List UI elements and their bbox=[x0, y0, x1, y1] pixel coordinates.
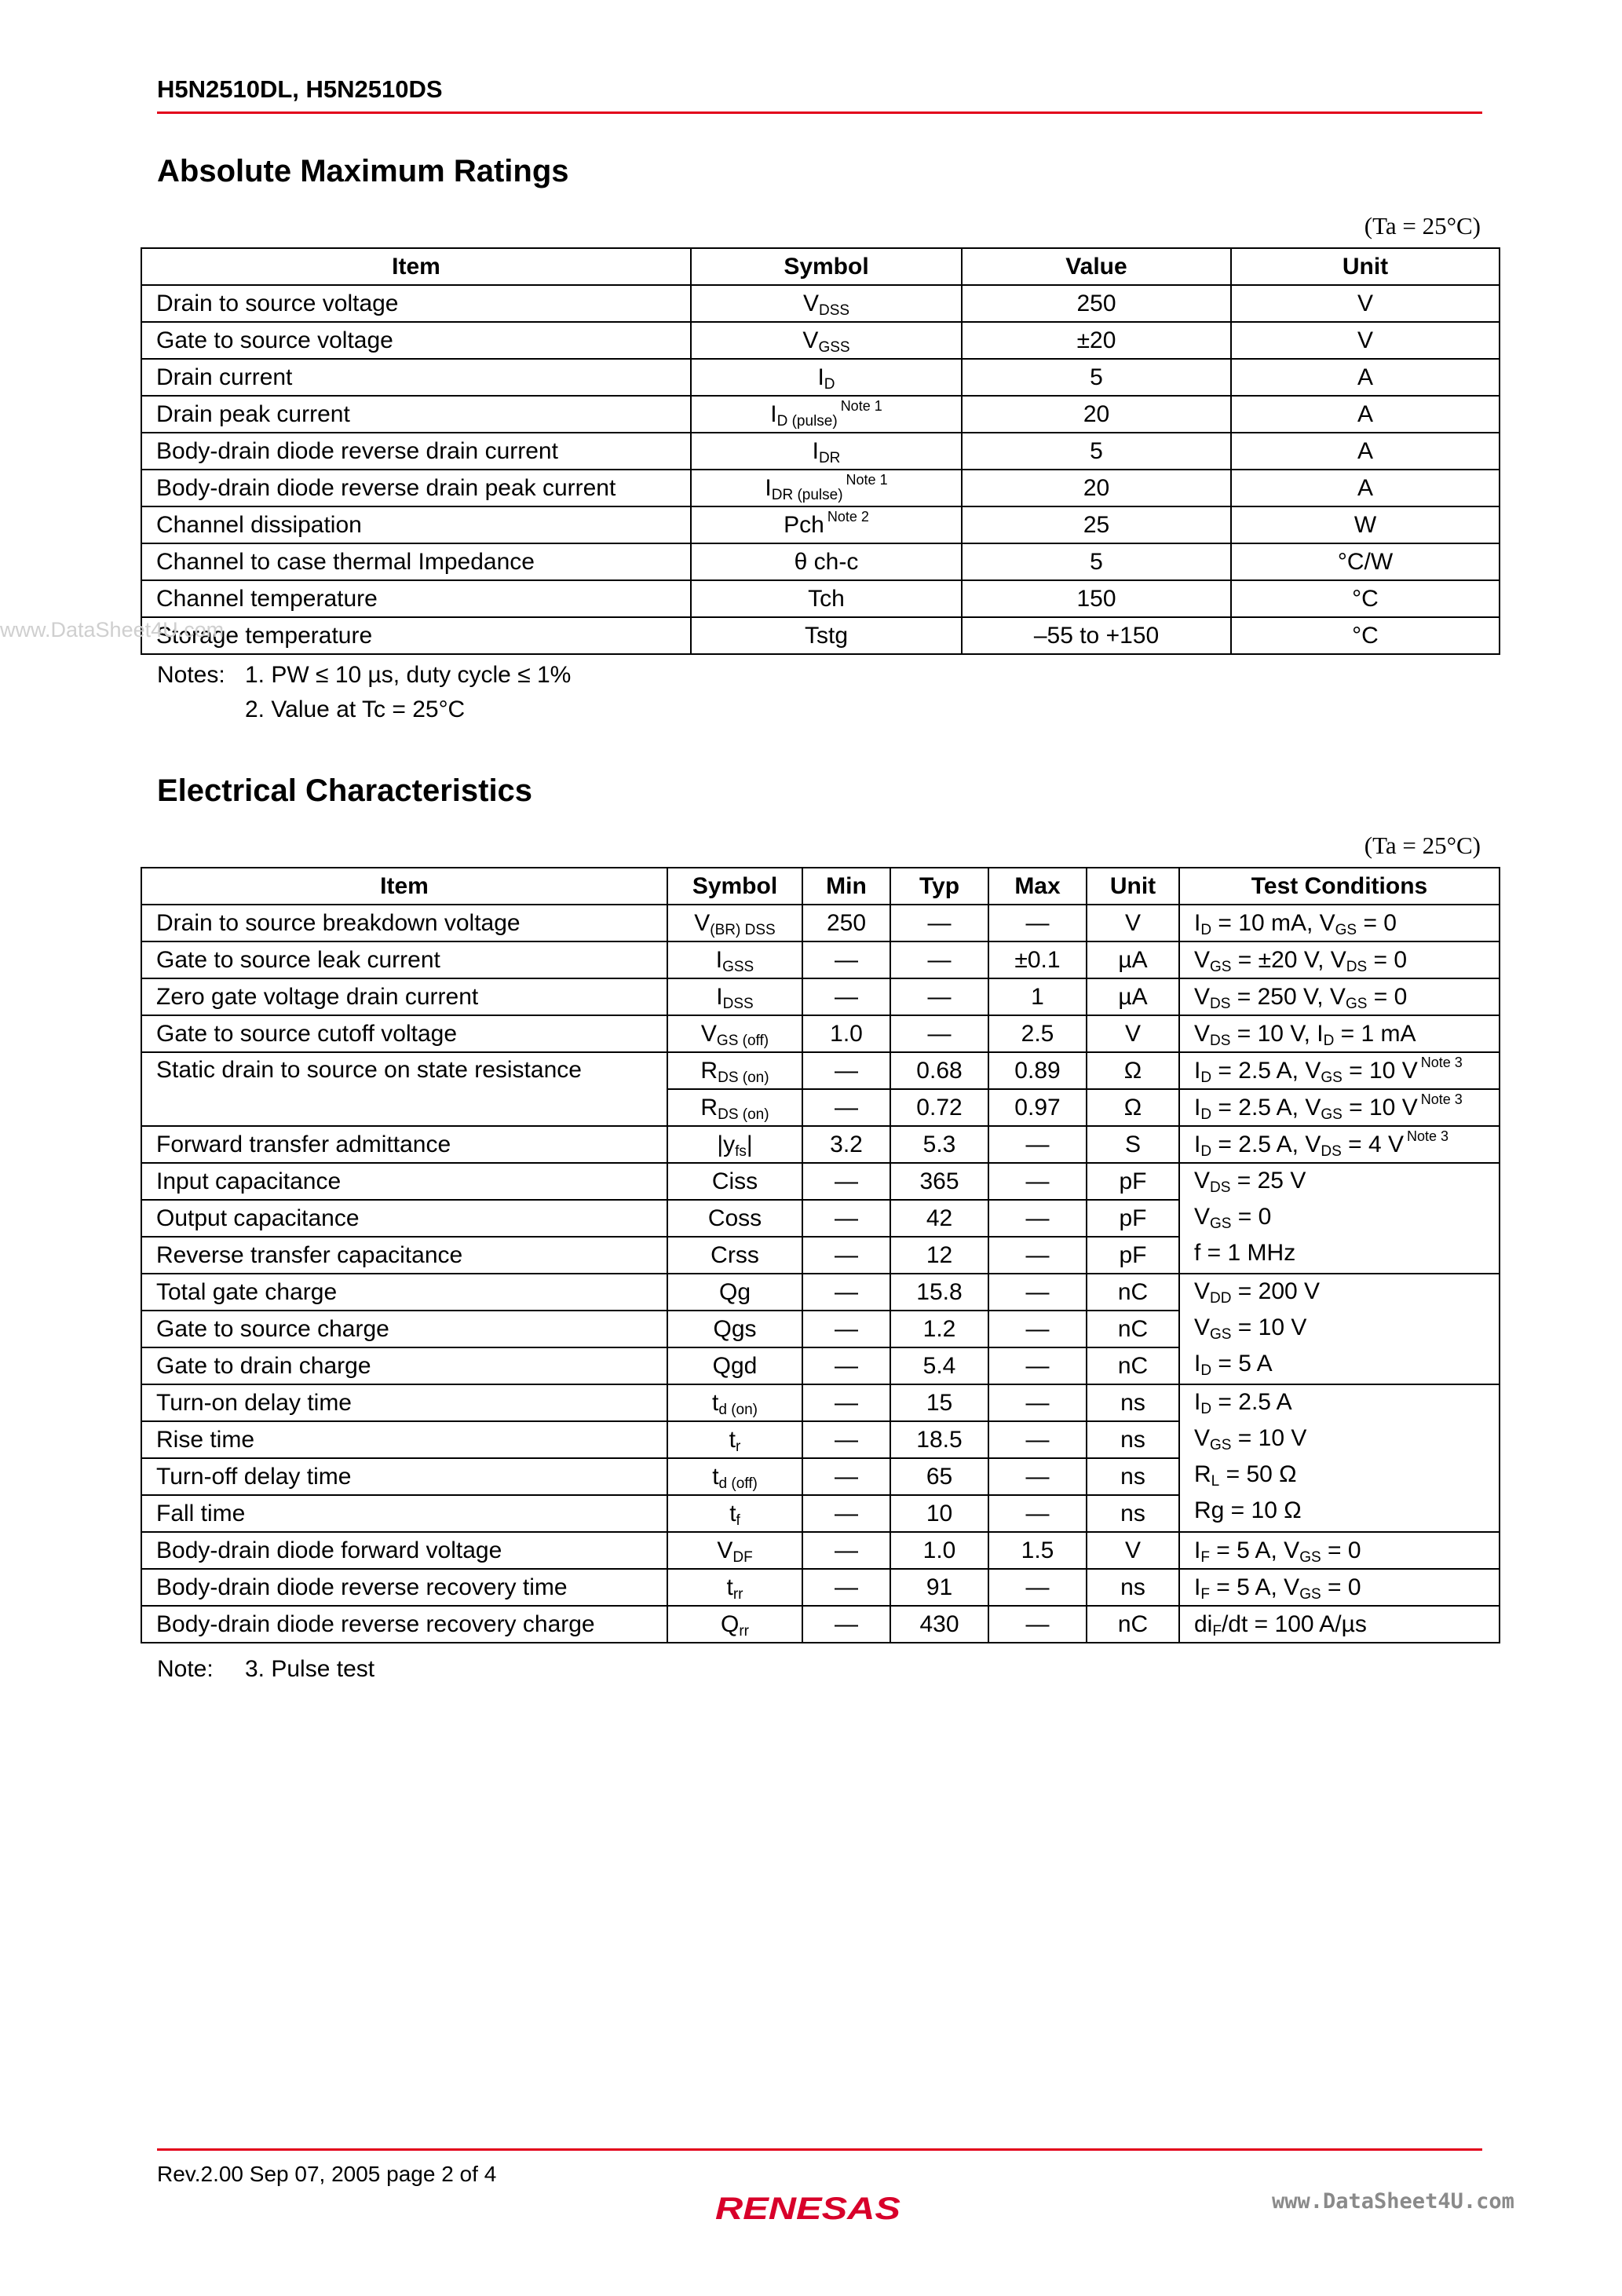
condition-cell-group: $V_{DD} = 200$ V $V_{GS} = 10$ V $I_D = 5$ A bbox=[1179, 1274, 1500, 1384]
col-header: Typ bbox=[890, 868, 988, 905]
symbol-cell: $I_{DR}$ bbox=[691, 433, 962, 470]
value-cell: 25 bbox=[962, 506, 1231, 543]
max-cell: 1 bbox=[988, 978, 1087, 1015]
table-row bbox=[141, 941, 1500, 978]
symbol-cell: $R_{DS (on)}$ bbox=[667, 1089, 802, 1126]
min-cell: — bbox=[802, 1200, 890, 1237]
renesas-logo bbox=[715, 2189, 904, 2227]
typ-cell: — bbox=[890, 978, 988, 1015]
max-cell: — bbox=[988, 1311, 1087, 1347]
table-row bbox=[141, 543, 1500, 580]
max-cell: — bbox=[988, 1126, 1087, 1163]
unit-cell: nC bbox=[1087, 1606, 1179, 1643]
unit-cell: V bbox=[1087, 905, 1179, 941]
amr-table bbox=[141, 247, 1500, 655]
min-cell: — bbox=[802, 1163, 890, 1200]
item-cell: Gate to source cutoff voltage bbox=[141, 1015, 667, 1052]
min-cell: — bbox=[802, 1089, 890, 1126]
table-row bbox=[141, 1274, 1500, 1311]
max-cell: — bbox=[988, 1421, 1087, 1458]
item-cell: Static drain to source on state resistance bbox=[141, 1052, 667, 1126]
table-row bbox=[141, 1052, 1500, 1089]
item-cell: Gate to source leak current bbox=[141, 941, 667, 978]
max-cell: ±0.1 bbox=[988, 941, 1087, 978]
ec-ambient-condition: (Ta = 25°C) bbox=[1364, 832, 1481, 859]
unit-cell: ns bbox=[1087, 1569, 1179, 1606]
table-row bbox=[141, 359, 1500, 396]
symbol-cell: Coss bbox=[667, 1200, 802, 1237]
condition-cell-group: $I_D = 2.5$ A $V_{GS} = 10$ V $R_L = 50$ Ω Rg = 10 Ω bbox=[1179, 1384, 1500, 1532]
min-cell: — bbox=[802, 1052, 890, 1089]
unit-cell: ns bbox=[1087, 1384, 1179, 1421]
condition-cell: $I_D = 2.5$ A, $V_{DS} = 4$ V $^{Note 3}$ bbox=[1179, 1126, 1500, 1163]
item-cell: Zero gate voltage drain current bbox=[141, 978, 667, 1015]
symbol-cell: $I_{DSS}$ bbox=[667, 978, 802, 1015]
item-cell: Gate to source voltage bbox=[141, 322, 691, 359]
unit-cell: µA bbox=[1087, 978, 1179, 1015]
item-cell: Turn-off delay time bbox=[141, 1458, 667, 1495]
max-cell: — bbox=[988, 1200, 1087, 1237]
symbol-cell: $t_{rr}$ bbox=[667, 1569, 802, 1606]
table-row bbox=[141, 1569, 1500, 1606]
min-cell: — bbox=[802, 1495, 890, 1532]
item-cell: Input capacitance bbox=[141, 1163, 667, 1200]
condition-cell-group: $V_{DS} = 25$ V $V_{GS} = 0$ f = 1 MHz bbox=[1179, 1163, 1500, 1274]
value-cell: 20 bbox=[962, 470, 1231, 506]
symbol-cell: $|y_{fs}|$ bbox=[667, 1126, 802, 1163]
symbol-cell: θ ch-c bbox=[691, 543, 962, 580]
logo-text: RENESAS bbox=[715, 2192, 901, 2226]
typ-cell: 15.8 bbox=[890, 1274, 988, 1311]
condition-cell: $V_{DS} = 10$ V, $I_D = 1$ mA bbox=[1179, 1015, 1500, 1052]
ec-table bbox=[141, 867, 1500, 1643]
typ-cell: — bbox=[890, 1015, 988, 1052]
col-header: Test Conditions bbox=[1179, 868, 1500, 905]
table-row bbox=[141, 1606, 1500, 1643]
unit-cell: ns bbox=[1087, 1421, 1179, 1458]
unit-cell: ns bbox=[1087, 1458, 1179, 1495]
max-cell: — bbox=[988, 1163, 1087, 1200]
symbol-cell: $t_{d (on)}$ bbox=[667, 1384, 802, 1421]
symbol-cell: $V_{GSS}$ bbox=[691, 322, 962, 359]
unit-cell: V bbox=[1087, 1532, 1179, 1569]
unit-cell: V bbox=[1087, 1015, 1179, 1052]
unit-cell: °C bbox=[1231, 617, 1500, 654]
min-cell: — bbox=[802, 1347, 890, 1384]
condition-cell: $I_D = 2.5$ A, $V_{GS} = 10$ V $^{Note 3}$ bbox=[1179, 1052, 1500, 1089]
symbol-cell: Pch $^{Note 2}$ bbox=[691, 506, 962, 543]
table-row bbox=[141, 433, 1500, 470]
typ-cell: 5.4 bbox=[890, 1347, 988, 1384]
value-cell: 5 bbox=[962, 543, 1231, 580]
min-cell: — bbox=[802, 1311, 890, 1347]
min-cell: — bbox=[802, 1569, 890, 1606]
unit-cell: V bbox=[1231, 322, 1500, 359]
unit-cell: S bbox=[1087, 1126, 1179, 1163]
typ-cell: — bbox=[890, 905, 988, 941]
col-header: Item bbox=[141, 248, 691, 285]
item-cell: Body-drain diode forward voltage bbox=[141, 1532, 667, 1569]
table-row bbox=[141, 506, 1500, 543]
note-label: Note: bbox=[157, 1656, 214, 1682]
item-cell: Forward transfer admittance bbox=[141, 1126, 667, 1163]
min-cell: — bbox=[802, 1606, 890, 1643]
typ-cell: 42 bbox=[890, 1200, 988, 1237]
symbol-cell: Qg bbox=[667, 1274, 802, 1311]
value-cell: ±20 bbox=[962, 322, 1231, 359]
max-cell: — bbox=[988, 905, 1087, 941]
unit-cell: °C/W bbox=[1231, 543, 1500, 580]
note-1: 1. PW ≤ 10 µs, duty cycle ≤ 1% bbox=[245, 662, 572, 688]
symbol-cell: $I_{GSS}$ bbox=[667, 941, 802, 978]
typ-cell: 0.68 bbox=[890, 1052, 988, 1089]
amr-ambient-condition: (Ta = 25°C) bbox=[1364, 212, 1481, 239]
symbol-cell: $V_{GS (off)}$ bbox=[667, 1015, 802, 1052]
unit-cell: pF bbox=[1087, 1237, 1179, 1274]
col-header: Min bbox=[802, 868, 890, 905]
value-cell: 5 bbox=[962, 433, 1231, 470]
condition-cell: $I_D = 2.5$ A, $V_{GS} = 10$ V $^{Note 3}$ bbox=[1179, 1089, 1500, 1126]
typ-cell: — bbox=[890, 941, 988, 978]
symbol-cell: $t_f$ bbox=[667, 1495, 802, 1532]
max-cell: — bbox=[988, 1569, 1087, 1606]
min-cell: — bbox=[802, 1532, 890, 1569]
min-cell: 250 bbox=[802, 905, 890, 941]
min-cell: — bbox=[802, 1458, 890, 1495]
col-header: Unit bbox=[1087, 868, 1179, 905]
col-header: Max bbox=[988, 868, 1087, 905]
unit-cell: V bbox=[1231, 285, 1500, 322]
max-cell: 2.5 bbox=[988, 1015, 1087, 1052]
item-cell: Channel temperature bbox=[141, 580, 691, 617]
ec-notes bbox=[157, 1652, 374, 1687]
typ-cell: 430 bbox=[890, 1606, 988, 1643]
section-title-ec: Electrical Characteristics bbox=[157, 773, 533, 808]
notes-label: Notes: bbox=[157, 662, 225, 688]
typ-cell: 65 bbox=[890, 1458, 988, 1495]
item-cell: Total gate charge bbox=[141, 1274, 667, 1311]
symbol-cell: Crss bbox=[667, 1237, 802, 1274]
table-row bbox=[141, 905, 1500, 941]
unit-cell: A bbox=[1231, 470, 1500, 506]
typ-cell: 1.2 bbox=[890, 1311, 988, 1347]
symbol-cell: Qgd bbox=[667, 1347, 802, 1384]
unit-cell: W bbox=[1231, 506, 1500, 543]
table-row bbox=[141, 1163, 1500, 1200]
condition-cell: $I_D = 10$ mA, $V_{GS} = 0$ bbox=[1179, 905, 1500, 941]
value-cell: –55 to +150 bbox=[962, 617, 1231, 654]
min-cell: 3.2 bbox=[802, 1126, 890, 1163]
unit-cell: µA bbox=[1087, 941, 1179, 978]
table-row bbox=[141, 580, 1500, 617]
value-cell: 5 bbox=[962, 359, 1231, 396]
typ-cell: 365 bbox=[890, 1163, 988, 1200]
typ-cell: 91 bbox=[890, 1569, 988, 1606]
col-header: Unit bbox=[1231, 248, 1500, 285]
amr-notes bbox=[157, 658, 571, 727]
item-cell: Body-drain diode reverse drain peak current bbox=[141, 470, 691, 506]
min-cell: 1.0 bbox=[802, 1015, 890, 1052]
item-cell: Body-drain diode reverse recovery charge bbox=[141, 1606, 667, 1643]
table-row bbox=[141, 285, 1500, 322]
table-row bbox=[141, 978, 1500, 1015]
amr-header-row bbox=[141, 248, 1500, 285]
value-cell: 20 bbox=[962, 396, 1231, 433]
item-cell: Channel to case thermal Impedance bbox=[141, 543, 691, 580]
symbol-cell: $V_{(BR) DSS}$ bbox=[667, 905, 802, 941]
typ-cell: 12 bbox=[890, 1237, 988, 1274]
unit-cell: nC bbox=[1087, 1311, 1179, 1347]
footer-revision: Rev.2.00 Sep 07, 2005 page 2 of 4 bbox=[157, 2162, 497, 2186]
unit-cell: nC bbox=[1087, 1274, 1179, 1311]
max-cell: 1.5 bbox=[988, 1532, 1087, 1569]
symbol-cell: $Q_{rr}$ bbox=[667, 1606, 802, 1643]
unit-cell: Ω bbox=[1087, 1052, 1179, 1089]
footer-rule bbox=[157, 2148, 1482, 2151]
value-cell: 150 bbox=[962, 580, 1231, 617]
col-header: Symbol bbox=[667, 868, 802, 905]
table-row bbox=[141, 1015, 1500, 1052]
unit-cell: A bbox=[1231, 396, 1500, 433]
typ-cell: 10 bbox=[890, 1495, 988, 1532]
footer-watermark: www.DataSheet4U.com bbox=[1272, 2189, 1514, 2214]
symbol-cell: $V_{DF}$ bbox=[667, 1532, 802, 1569]
unit-cell: ns bbox=[1087, 1495, 1179, 1532]
col-header: Value bbox=[962, 248, 1231, 285]
item-cell: Drain current bbox=[141, 359, 691, 396]
symbol-cell: $V_{DSS}$ bbox=[691, 285, 962, 322]
table-row bbox=[141, 396, 1500, 433]
typ-cell: 1.0 bbox=[890, 1532, 988, 1569]
min-cell: — bbox=[802, 1237, 890, 1274]
max-cell: 0.89 bbox=[988, 1052, 1087, 1089]
typ-cell: 0.72 bbox=[890, 1089, 988, 1126]
condition-cell: $di_F/dt = 100$ A/µs bbox=[1179, 1606, 1500, 1643]
typ-cell: 15 bbox=[890, 1384, 988, 1421]
condition-cell: $I_F = 5$ A, $V_{GS} = 0$ bbox=[1179, 1569, 1500, 1606]
symbol-cell: $I_D$ bbox=[691, 359, 962, 396]
item-cell: Drain peak current bbox=[141, 396, 691, 433]
symbol-cell: Ciss bbox=[667, 1163, 802, 1200]
unit-cell: pF bbox=[1087, 1163, 1179, 1200]
condition-cell: $V_{DS} = 250$ V, $V_{GS} = 0$ bbox=[1179, 978, 1500, 1015]
item-cell: Fall time bbox=[141, 1495, 667, 1532]
min-cell: — bbox=[802, 941, 890, 978]
condition-cell: $I_F = 5$ A, $V_{GS} = 0$ bbox=[1179, 1532, 1500, 1569]
unit-cell: A bbox=[1231, 359, 1500, 396]
ec-header-row bbox=[141, 868, 1500, 905]
item-cell: Rise time bbox=[141, 1421, 667, 1458]
table-row bbox=[141, 1126, 1500, 1163]
symbol-cell: $I_{DR (pulse)}^{Note 1}$ bbox=[691, 470, 962, 506]
max-cell: — bbox=[988, 1237, 1087, 1274]
item-cell: Reverse transfer capacitance bbox=[141, 1237, 667, 1274]
item-cell: Drain to source breakdown voltage bbox=[141, 905, 667, 941]
item-cell: Body-drain diode reverse drain current bbox=[141, 433, 691, 470]
typ-cell: 18.5 bbox=[890, 1421, 988, 1458]
col-header: Item bbox=[141, 868, 667, 905]
side-watermark: www.DataSheet4U.com bbox=[0, 618, 225, 642]
unit-cell: Ω bbox=[1087, 1089, 1179, 1126]
section-title-amr: Absolute Maximum Ratings bbox=[157, 154, 569, 188]
max-cell: — bbox=[988, 1384, 1087, 1421]
unit-cell: pF bbox=[1087, 1200, 1179, 1237]
max-cell: — bbox=[988, 1495, 1087, 1532]
symbol-cell: Qgs bbox=[667, 1311, 802, 1347]
condition-cell: $V_{GS} = \pm 20$ V, $V_{DS} = 0$ bbox=[1179, 941, 1500, 978]
symbol-cell: $t_r$ bbox=[667, 1421, 802, 1458]
table-row bbox=[141, 617, 1500, 654]
symbol-cell: Tch bbox=[691, 580, 962, 617]
symbol-cell: $t_{d (off)}$ bbox=[667, 1458, 802, 1495]
note-3: 3. Pulse test bbox=[245, 1656, 375, 1682]
min-cell: — bbox=[802, 1421, 890, 1458]
table-row bbox=[141, 470, 1500, 506]
symbol-cell: $R_{DS (on)}$ bbox=[667, 1052, 802, 1089]
note-2: 2. Value at Tc = 25°C bbox=[245, 696, 466, 722]
unit-cell: A bbox=[1231, 433, 1500, 470]
max-cell: — bbox=[988, 1347, 1087, 1384]
item-cell: Drain to source voltage bbox=[141, 285, 691, 322]
max-cell: — bbox=[988, 1274, 1087, 1311]
item-cell: Turn-on delay time bbox=[141, 1384, 667, 1421]
table-row bbox=[141, 1384, 1500, 1421]
item-cell: Channel dissipation bbox=[141, 506, 691, 543]
max-cell: 0.97 bbox=[988, 1089, 1087, 1126]
min-cell: — bbox=[802, 978, 890, 1015]
table-row bbox=[141, 1532, 1500, 1569]
item-cell: Body-drain diode reverse recovery time bbox=[141, 1569, 667, 1606]
min-cell: — bbox=[802, 1384, 890, 1421]
item-cell: Output capacitance bbox=[141, 1200, 667, 1237]
item-cell: Gate to source charge bbox=[141, 1311, 667, 1347]
min-cell: — bbox=[802, 1274, 890, 1311]
header-rule bbox=[157, 112, 1482, 114]
value-cell: 250 bbox=[962, 285, 1231, 322]
unit-cell: °C bbox=[1231, 580, 1500, 617]
symbol-cell: $I_{D (pulse)}^{Note 1}$ bbox=[691, 396, 962, 433]
unit-cell: nC bbox=[1087, 1347, 1179, 1384]
typ-cell: 5.3 bbox=[890, 1126, 988, 1163]
document-header-title: H5N2510DL, H5N2510DS bbox=[157, 75, 443, 103]
item-cell: Gate to drain charge bbox=[141, 1347, 667, 1384]
symbol-cell: Tstg bbox=[691, 617, 962, 654]
table-row bbox=[141, 322, 1500, 359]
col-header: Symbol bbox=[691, 248, 962, 285]
max-cell: — bbox=[988, 1458, 1087, 1495]
item-cell: Storage temperature bbox=[141, 617, 691, 654]
max-cell: — bbox=[988, 1606, 1087, 1643]
